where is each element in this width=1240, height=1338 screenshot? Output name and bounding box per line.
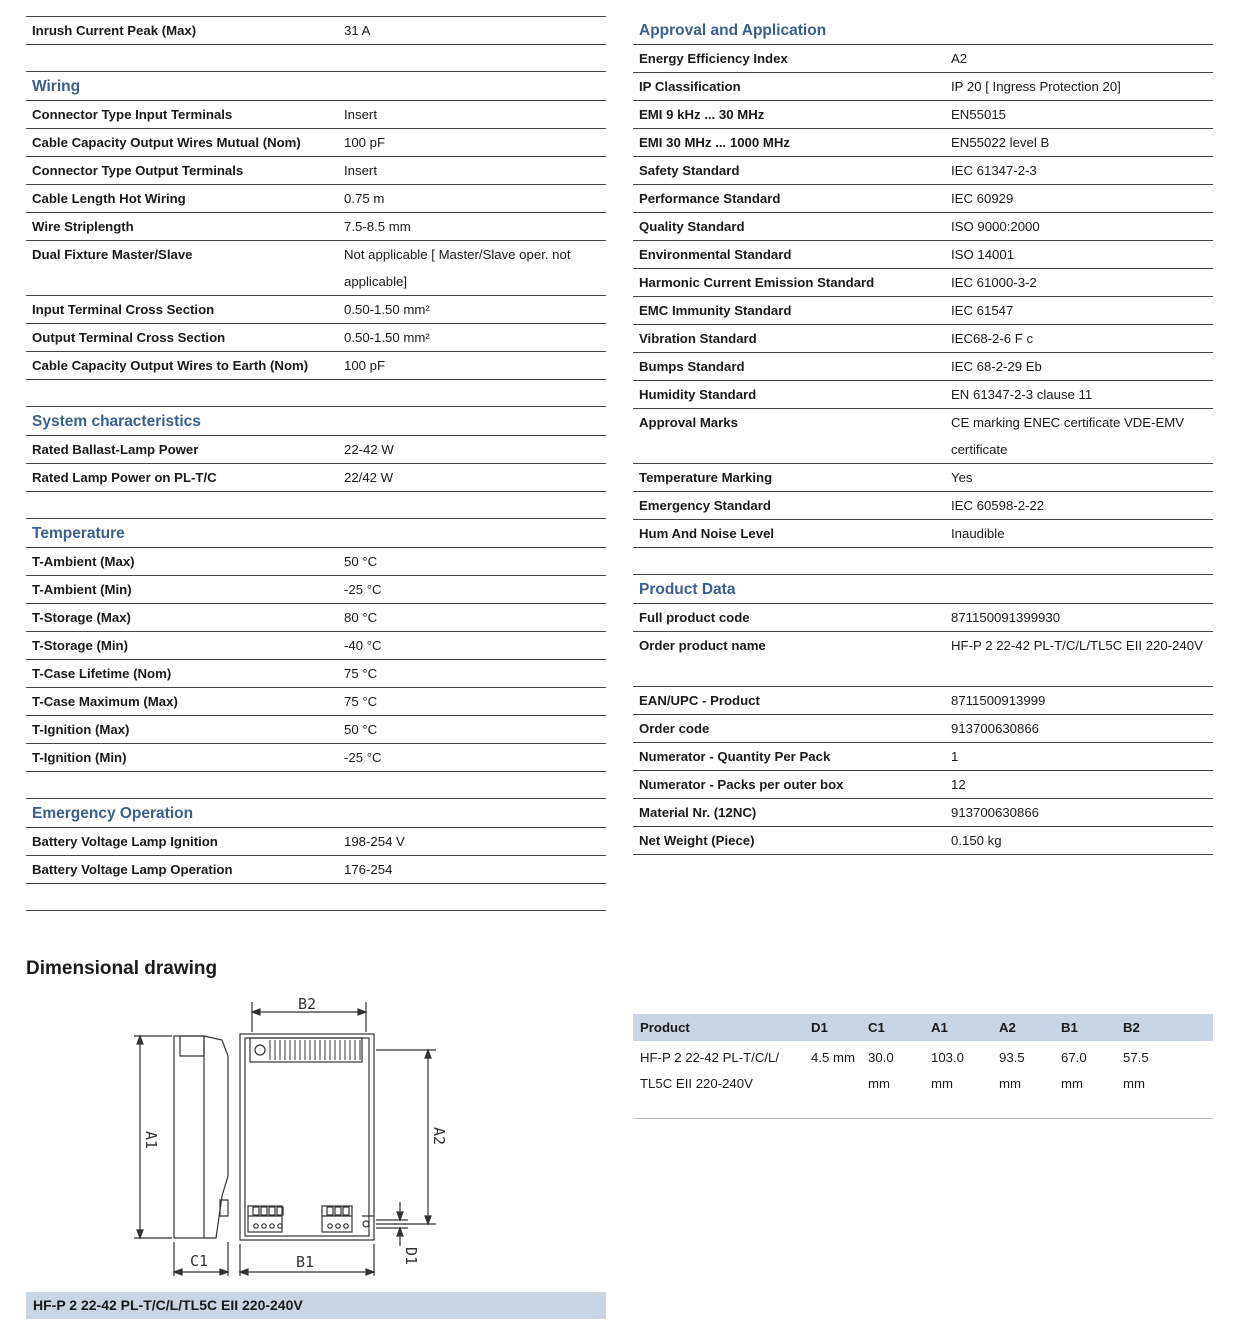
header-product: Product xyxy=(640,1020,690,1035)
spec-value: IEC 61547 xyxy=(951,303,1014,318)
b2-arrow-left-icon xyxy=(252,1009,260,1015)
spec-key: T-Ignition (Max) xyxy=(32,722,130,737)
spec-row-inrush-current-peak-max xyxy=(26,16,606,45)
right-spec-column xyxy=(633,16,1213,855)
spec-row-emc-immunity-standard xyxy=(633,297,1213,325)
spec-key: Battery Voltage Lamp Ignition xyxy=(32,834,218,849)
dimensional-drawing xyxy=(26,994,606,1284)
mount-hole-top-icon xyxy=(255,1045,265,1055)
section-spacer xyxy=(26,884,606,911)
spec-value: EN55022 level B xyxy=(951,135,1050,150)
spec-key: Rated Lamp Power on PL-T/C xyxy=(32,470,217,485)
spec-row-cable-capacity-output-wires-to-earth-nom xyxy=(26,352,606,380)
spec-row-t-case-lifetime-nom xyxy=(26,660,606,688)
section-title-product-data: Product Data xyxy=(633,575,1213,604)
spec-key: Connector Type Input Terminals xyxy=(32,107,233,122)
spec-value: IEC 61347-2-3 xyxy=(951,163,1037,178)
spec-value: Not applicable [ Master/Slave oper. not applicable] xyxy=(344,247,571,289)
spec-value: 100 pF xyxy=(344,135,386,150)
spec-key: Input Terminal Cross Section xyxy=(32,302,215,317)
cell-b1: 67.0 mm xyxy=(1061,1050,1087,1091)
d1-arrow-top-icon xyxy=(397,1212,403,1220)
spec-value: 22/42 W xyxy=(344,470,394,485)
spec-key: T-Case Lifetime (Nom) xyxy=(32,666,172,681)
spec-key: Emergency Standard xyxy=(639,498,771,513)
spec-key: Cable Capacity Output Wires Mutual (Nom) xyxy=(32,135,301,150)
header-a1: A1 xyxy=(931,1020,948,1035)
spec-key: Numerator - Quantity Per Pack xyxy=(639,749,831,764)
a1-arrow-top-icon xyxy=(137,1036,143,1044)
spec-row-t-ignition-max xyxy=(26,716,606,744)
spec-key: Order product name xyxy=(639,638,766,653)
section-spacer xyxy=(26,492,606,519)
spec-row-rated-lamp-power-on-pl-t-c xyxy=(26,464,606,492)
side-view-body xyxy=(174,1036,204,1238)
spec-key: IP Classification xyxy=(639,79,741,94)
spec-value: EN 61347-2-3 clause 11 xyxy=(951,387,1093,402)
header-b2: B2 xyxy=(1123,1020,1140,1035)
spec-row-t-storage-min xyxy=(26,632,606,660)
cell-b2: 57.5 mm xyxy=(1123,1050,1149,1091)
spec-key: T-Ignition (Min) xyxy=(32,750,127,765)
spec-key: EAN/UPC - Product xyxy=(639,693,760,708)
spec-value: Insert xyxy=(344,107,377,122)
header-c1: C1 xyxy=(868,1020,885,1035)
spec-row-rated-ballast-lamp-power xyxy=(26,436,606,464)
terminal-hole-icon xyxy=(328,1224,332,1228)
spec-row-battery-voltage-lamp-operation xyxy=(26,856,606,884)
cell-d1: 4.5 mm xyxy=(811,1050,855,1065)
spec-key: T-Ambient (Max) xyxy=(32,554,135,569)
spec-row-temperature-marking xyxy=(633,464,1213,492)
spec-value: 22-42 W xyxy=(344,442,394,457)
side-view-top-clip xyxy=(180,1036,204,1056)
spec-value: IEC 61000-3-2 xyxy=(951,275,1037,290)
spec-value: 31 A xyxy=(344,23,371,38)
spec-key: Material Nr. (12NC) xyxy=(639,805,757,820)
spec-row-vibration-standard xyxy=(633,325,1213,353)
label-b1: B1 xyxy=(296,1253,315,1271)
spec-value: 8711500913999 xyxy=(951,693,1046,708)
c1-arrow-left-icon xyxy=(174,1269,182,1275)
spec-value: -25 °C xyxy=(344,750,382,765)
label-a2: A2 xyxy=(430,1126,448,1146)
spec-key: Wire Striplength xyxy=(32,219,134,234)
spec-key: Inrush Current Peak (Max) xyxy=(32,23,197,38)
spec-key: T-Case Maximum (Max) xyxy=(32,694,178,709)
spec-key: Environmental Standard xyxy=(639,247,792,262)
spec-value: 12 xyxy=(951,777,966,792)
spec-row-environmental-standard xyxy=(633,241,1213,269)
drawing-caption: HF-P 2 22-42 PL-T/C/L/TL5C EII 220-240V xyxy=(26,1292,606,1319)
spec-value: ISO 9000:2000 xyxy=(951,219,1040,234)
dimensional-drawing-heading: Dimensional drawing xyxy=(26,958,218,979)
section-title-temperature: Temperature xyxy=(26,519,606,548)
terminal-slot xyxy=(343,1207,349,1215)
spec-row-harmonic-current-emission-standard xyxy=(633,269,1213,297)
spec-key: Battery Voltage Lamp Operation xyxy=(32,862,233,877)
spec-key: Numerator - Packs per outer box xyxy=(639,777,844,792)
spec-row-safety-standard xyxy=(633,157,1213,185)
label-d1: D1 xyxy=(402,1246,420,1266)
label-c1: C1 xyxy=(190,1252,209,1270)
spec-value: 913700630866 xyxy=(951,721,1040,736)
spec-value: 0.50-1.50 mm² xyxy=(344,330,430,345)
spec-row-wire-striplength xyxy=(26,213,606,241)
spec-value: CE marking ENEC certificate VDE-EMV certificate xyxy=(951,415,1185,457)
spec-row-emergency-standard xyxy=(633,492,1213,520)
spec-row-humidity-standard xyxy=(633,381,1213,409)
spec-row-input-terminal-cross-section xyxy=(26,296,606,324)
spec-value: 871150091399930 xyxy=(951,610,1061,625)
spec-key: Approval Marks xyxy=(639,415,738,430)
spec-key: Humidity Standard xyxy=(639,387,757,402)
spec-row-numerator-quantity-per-pack xyxy=(633,743,1213,771)
spec-key: Output Terminal Cross Section xyxy=(32,330,226,345)
section-title-approval-and-application: Approval and Application xyxy=(633,16,1213,45)
spec-row-ean-upc-product xyxy=(633,687,1213,715)
spec-key: Cable Capacity Output Wires to Earth (Nom) xyxy=(32,358,309,373)
c1-arrow-right-icon xyxy=(220,1269,228,1275)
mount-hole-bottom-icon xyxy=(363,1221,369,1227)
spec-key: T-Storage (Max) xyxy=(32,610,131,625)
spec-row-t-ambient-max xyxy=(26,548,606,576)
spec-key: Dual Fixture Master/Slave xyxy=(32,247,193,262)
spec-value: Insert xyxy=(344,163,377,178)
label-b2: B2 xyxy=(298,995,317,1013)
front-view-body xyxy=(240,1034,374,1240)
a2-arrow-bottom-icon xyxy=(425,1216,431,1224)
spec-key: Rated Ballast-Lamp Power xyxy=(32,442,199,457)
side-view-profile xyxy=(204,1036,228,1238)
spec-key: Vibration Standard xyxy=(639,331,757,346)
terminal-hole-icon xyxy=(262,1224,266,1228)
spec-value: 176-254 xyxy=(344,862,393,877)
terminal-slot xyxy=(327,1207,333,1215)
section-spacer xyxy=(633,548,1213,575)
spec-row-bumps-standard xyxy=(633,353,1213,381)
spec-value: 75 °C xyxy=(344,694,378,709)
a2-arrow-top-icon xyxy=(425,1050,431,1058)
section-spacer xyxy=(26,45,606,72)
label-a1: A1 xyxy=(142,1130,160,1150)
a1-arrow-bottom-icon xyxy=(137,1230,143,1238)
terminal-hole-icon xyxy=(344,1224,348,1228)
spec-row-battery-voltage-lamp-ignition xyxy=(26,828,606,856)
spec-row-t-ambient-min xyxy=(26,576,606,604)
spec-row-hum-and-noise-level xyxy=(633,520,1213,548)
header-a2: A2 xyxy=(999,1020,1016,1035)
spec-key: Safety Standard xyxy=(639,163,740,178)
spec-row-order-product-name xyxy=(633,632,1213,687)
spec-value: 75 °C xyxy=(344,666,378,681)
spec-key: Bumps Standard xyxy=(639,359,745,374)
spec-value: 0.150 kg xyxy=(951,833,1002,848)
spec-key: Quality Standard xyxy=(639,219,745,234)
header-b1: B1 xyxy=(1061,1020,1078,1035)
terminal-slot xyxy=(261,1207,267,1215)
spec-key: Hum And Noise Level xyxy=(639,526,775,541)
b1-arrow-right-icon xyxy=(366,1269,374,1275)
spec-row-ip-classification xyxy=(633,73,1213,101)
section-title-system-characteristics: System characteristics xyxy=(26,407,606,436)
dimension-table xyxy=(633,1014,1213,1119)
cell-a1: 103.0 mm xyxy=(931,1050,965,1091)
spec-key: T-Storage (Min) xyxy=(32,638,128,653)
spec-row-connector-type-output-terminals xyxy=(26,157,606,185)
spec-row-material-nr-12nc xyxy=(633,799,1213,827)
spec-value: -40 °C xyxy=(344,638,382,653)
spec-key: Temperature Marking xyxy=(639,470,773,485)
section-spacer xyxy=(26,380,606,407)
spec-key: Harmonic Current Emission Standard xyxy=(639,275,875,290)
spec-value: IP 20 [ Ingress Protection 20] xyxy=(951,79,1121,94)
spec-row-emi-30-mhz-1000-mhz xyxy=(633,129,1213,157)
spec-value: 50 °C xyxy=(344,554,378,569)
section-spacer xyxy=(26,772,606,799)
dimension-table-header xyxy=(633,1014,1213,1041)
header-d1: D1 xyxy=(811,1020,828,1035)
spec-row-performance-standard xyxy=(633,185,1213,213)
spec-key: Energy Efficiency Index xyxy=(639,51,788,66)
spec-value: IEC68-2-6 F c xyxy=(951,331,1034,346)
left-spec-column xyxy=(26,16,606,911)
spec-value: IEC 60598-2-22 xyxy=(951,498,1045,513)
spec-row-numerator-packs-per-outer-box xyxy=(633,771,1213,799)
spec-row-cable-length-hot-wiring xyxy=(26,185,606,213)
spec-key: EMI 9 kHz ... 30 MHz xyxy=(639,107,765,122)
spec-key: EMI 30 MHz ... 1000 MHz xyxy=(639,135,790,150)
spec-row-connector-type-input-terminals xyxy=(26,101,606,129)
spec-value: 913700630866 xyxy=(951,805,1040,820)
spec-row-energy-efficiency-index xyxy=(633,45,1213,73)
cell-product: HF-P 2 22-42 PL-T/C/L/ TL5C EII 220-240V xyxy=(640,1050,780,1091)
spec-key: Cable Length Hot Wiring xyxy=(32,191,186,206)
spec-row-emi-9-khz-30-mhz xyxy=(633,101,1213,129)
cell-a2: 93.5 mm xyxy=(999,1050,1025,1091)
spec-value: 0.50-1.50 mm² xyxy=(344,302,430,317)
cell-c1: 30.0 mm xyxy=(868,1050,894,1091)
section-title-emergency-operation: Emergency Operation xyxy=(26,799,606,828)
spec-value: 7.5-8.5 mm xyxy=(344,219,411,234)
spec-value: 0.75 m xyxy=(344,191,385,206)
table-row xyxy=(633,1041,1213,1119)
spec-row-cable-capacity-output-wires-mutual-nom xyxy=(26,129,606,157)
terminal-hole-icon xyxy=(270,1224,274,1228)
spec-value: 198-254 V xyxy=(344,834,405,849)
spec-value: EN55015 xyxy=(951,107,1006,122)
d1-arrow-bottom-icon xyxy=(397,1228,403,1236)
spec-key: Net Weight (Piece) xyxy=(639,833,755,848)
spec-value: IEC 68-2-29 Eb xyxy=(951,359,1042,374)
spec-row-t-storage-max xyxy=(26,604,606,632)
terminal-hole-icon xyxy=(336,1224,340,1228)
b1-arrow-left-icon xyxy=(240,1269,248,1275)
section-title-wiring: Wiring xyxy=(26,72,606,101)
spec-value: Inaudible xyxy=(951,526,1005,541)
spec-value: 100 pF xyxy=(344,358,386,373)
spec-value: 1 xyxy=(951,749,959,764)
b2-arrow-right-icon xyxy=(358,1009,366,1015)
spec-row-approval-marks xyxy=(633,409,1213,464)
spec-row-output-terminal-cross-section xyxy=(26,324,606,352)
terminal-holes xyxy=(253,1207,349,1228)
spec-row-order-code xyxy=(633,715,1213,743)
spec-value: HF-P 2 22-42 PL-T/C/L/TL5C EII 220-240V xyxy=(951,638,1203,653)
spec-key: Connector Type Output Terminals xyxy=(32,163,244,178)
spec-key: Full product code xyxy=(639,610,750,625)
terminal-slot xyxy=(335,1207,341,1215)
spec-key: Order code xyxy=(639,721,710,736)
spec-row-net-weight-piece xyxy=(633,827,1213,855)
connector-ribs xyxy=(270,1040,360,1060)
spec-row-dual-fixture-master-slave xyxy=(26,241,606,296)
spec-value: IEC 60929 xyxy=(951,191,1014,206)
spec-value: 50 °C xyxy=(344,722,378,737)
spec-key: Performance Standard xyxy=(639,191,781,206)
terminal-hole-icon xyxy=(254,1224,258,1228)
spec-row-t-case-maximum-max xyxy=(26,688,606,716)
spec-value: 80 °C xyxy=(344,610,378,625)
spec-row-full-product-code xyxy=(633,604,1213,632)
spec-value: Yes xyxy=(951,470,973,485)
spec-key: T-Ambient (Min) xyxy=(32,582,132,597)
spec-value: ISO 14001 xyxy=(951,247,1015,262)
terminal-slot xyxy=(253,1207,259,1215)
terminal-slot xyxy=(269,1207,275,1215)
spec-row-t-ignition-min xyxy=(26,744,606,772)
spec-key: EMC Immunity Standard xyxy=(639,303,792,318)
spec-row-quality-standard xyxy=(633,213,1213,241)
spec-value: A2 xyxy=(951,51,968,66)
spec-value: -25 °C xyxy=(344,582,382,597)
